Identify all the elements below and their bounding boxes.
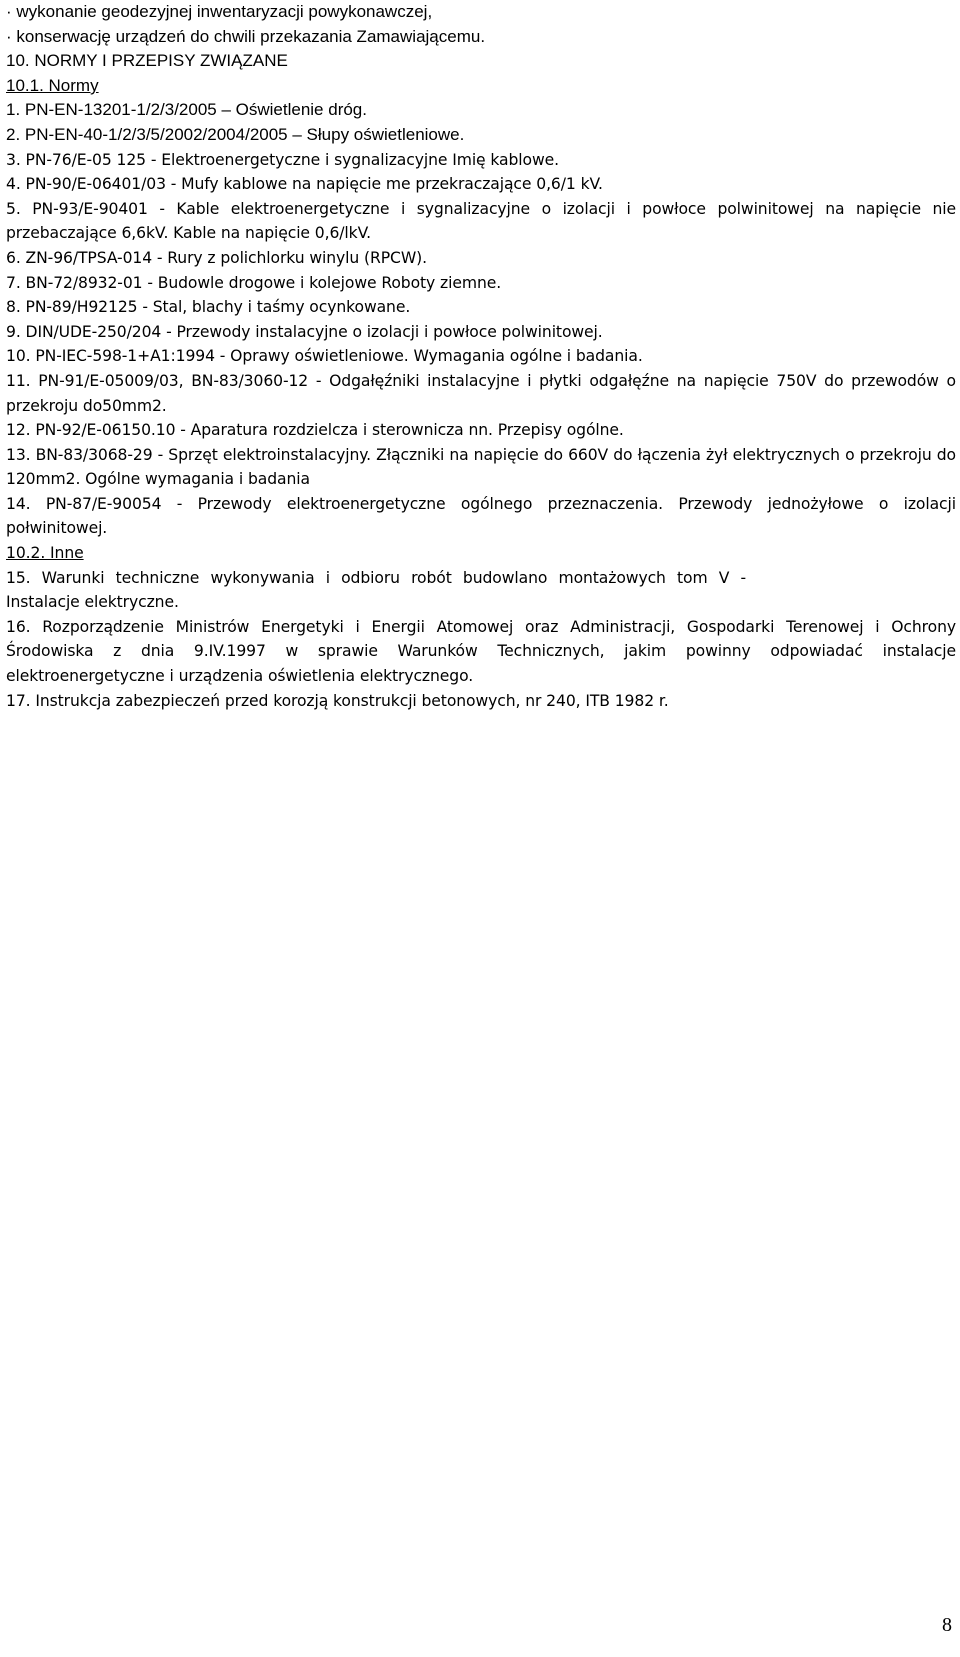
other-item-17: 17. Instrukcja zabezpieczeń przed korozją konstrukcji betonowych, nr 240, ITB 1982 r. — [6, 691, 669, 710]
other-item-16: 16. Rozporządzenie Ministrów Energetyki i Energii Atomowej oraz Administracji, Gospodarki Terenowej i Ochrony Środowiska z dnia 9.IV.1997 w sprawie Warunków Technicznych, jakim powinny odpowiadać instalacje elektroenergetyczne i urządzenia oświetlenia elektrycznego. — [6, 617, 956, 686]
section-heading: 10. NORMY I PRZEPISY ZWIĄZANE — [6, 51, 288, 71]
subsection-norms-heading: 10.1. Normy — [6, 75, 99, 95]
norm-item-9: 9. DIN/UDE-250/204 - Przewody instalacyjne o izolacji i powłoce polwinitowej. — [6, 322, 603, 341]
subsection-other-heading: 10.2. Inne — [6, 544, 84, 563]
norm-item-5: 5. PN-93/E-90401 - Kable elektroenergetyczne i sygnalizacyjne o izolacji i powłoce polwinitowej na napięcie nie przebaczające 6,6kV. Kable na napięcie 0,6/lkV. — [6, 199, 956, 243]
norm-item-6: 6. ZN-96/TPSA-014 - Rury z polichlorku winylu (RPCW). — [6, 248, 428, 267]
other-item-15: 15. Warunki techniczne wykonywania i odbioru robót budowlano montażowych tom V - Instalacje elektryczne. — [6, 568, 746, 612]
norm-item-8: 8. PN-89/H92125 - Stal, blachy i taśmy ocynkowane. — [6, 298, 411, 317]
norm-item-13: 13. BN-83/3068-29 - Sprzęt elektroinstalacyjny. Złączniki na napięcie do 660V do łączenia żył elektrycznych o przekroju do 120mm2. Ogólne wymagania i badania — [6, 445, 956, 489]
bullet-maintenance: · konserwację urządzeń do chwili przekazania Zamawiającemu. — [6, 26, 486, 46]
norm-item-10: 10. PN-IEC-598-1+A1:1994 - Oprawy oświetleniowe. Wymagania ogólne i badania. — [6, 347, 643, 366]
page-number: 8 — [942, 1614, 952, 1636]
norm-item-7: 7. BN-72/8932-01 - Budowle drogowe i kolejowe Roboty ziemne. — [6, 273, 502, 292]
norm-item-1: 1. PN-EN-13201-1/2/3/2005 – Oświetlenie dróg. — [6, 100, 367, 120]
norm-item-11: 11. PN-91/E-05009/03, BN-83/3060-12 - Odgałęźniki instalacyjne i płytki odgałęźne na napięcie 750V do przewodów o przekroju do50mm2. — [6, 371, 956, 415]
norm-item-14: 14. PN-87/E-90054 - Przewody elektroenergetyczne ogólnego przeznaczenia. Przewody jednożyłowe o izolacji połwinitowej. — [6, 494, 956, 538]
norm-item-3: 3. PN-76/E-05 125 - Elektroenergetyczne i sygnalizacyjne Imię kablowe. — [6, 150, 559, 169]
bullet-geodetic-inventory: · wykonanie geodezyjnej inwentaryzacji powykonawczej, — [6, 2, 433, 21]
norm-item-2: 2. PN-EN-40-1/2/3/5/2002/2004/2005 – Słupy oświetleniowe. — [6, 124, 465, 144]
document-page — [6, 0, 956, 713]
norm-item-4: 4. PN-90/E-06401/03 - Mufy kablowe na napięcie me przekraczające 0,6/1 kV. — [6, 175, 603, 194]
norm-item-12: 12. PN-92/E-06150.10 - Aparatura rozdzielcza i sterownicza nn. Przepisy ogólne. — [6, 421, 624, 440]
